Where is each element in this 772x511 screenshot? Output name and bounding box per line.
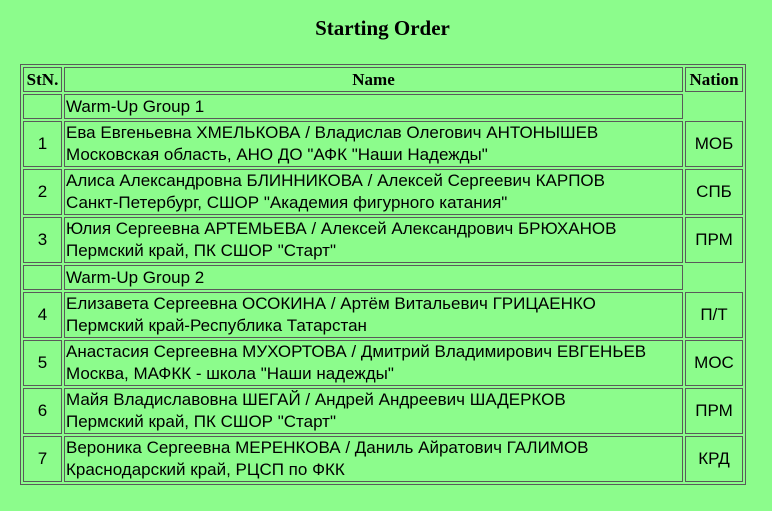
group-nation-cell [685,265,743,290]
name-cell [64,292,683,338]
club-name: Пермский край-Республика Татарстан [66,316,367,335]
warmup-group-row [23,94,743,119]
club-name: Пермский край, ПК СШОР "Старт" [66,412,337,431]
warmup-group-label: Warm-Up Group 1 [64,94,683,119]
group-nation-cell [685,94,743,119]
name-cell [64,217,683,263]
table-row [23,340,743,386]
column-header-name: Name [64,67,683,92]
table-row [23,217,743,263]
nation-code: ПРМ [685,217,743,263]
page-title: Starting Order [315,16,450,40]
group-stn-cell [23,265,62,290]
nation-code: П/Т [685,292,743,338]
starting-number: 1 [23,121,62,167]
skater-names: Елизавета Сергеевна ОСОКИНА / Артём Витальевич ГРИЦАЕНКО [66,294,596,313]
starting-number: 4 [23,292,62,338]
skater-names: Алиса Александровна БЛИННИКОВА / Алексей Сергеевич КАРПОВ [66,171,605,190]
name-cell [64,436,683,482]
table-row [23,388,743,434]
name-cell [64,388,683,434]
nation-code: ПРМ [685,388,743,434]
skater-names: Майя Владиславовна ШЕГАЙ / Андрей Андреевич ШАДЕРКОВ [66,390,566,409]
name-cell [64,121,683,167]
starting-number: 2 [23,169,62,215]
club-name: Московская область, АНО ДО "АФК "Наши Надежды" [66,145,488,164]
nation-code: КРД [685,436,743,482]
nation-code: СПБ [685,169,743,215]
warmup-group-row [23,265,743,290]
starting-number: 3 [23,217,62,263]
warmup-group-label: Warm-Up Group 2 [64,265,683,290]
table-row [23,436,743,482]
nation-code: МОС [685,340,743,386]
starting-number: 6 [23,388,62,434]
table-row [23,169,743,215]
skater-names: Юлия Сергеевна АРТЕМЬЕВА / Алексей Александрович БРЮХАНОВ [66,219,617,238]
column-header-stn: StN. [23,67,62,92]
column-header-nation: Nation [685,67,743,92]
starting-number: 5 [23,340,62,386]
starting-order-table [20,64,746,485]
name-cell [64,340,683,386]
club-name: Москва, МАФКК - школа "Наши надежды" [66,364,394,383]
club-name: Пермский край, ПК СШОР "Старт" [66,241,337,260]
table-row [23,292,743,338]
skater-names: Ева Евгеньевна ХМЕЛЬКОВА / Владислав Олегович АНТОНЫШЕВ [66,123,599,142]
group-stn-cell [23,94,62,119]
skater-names: Вероника Сергеевна МЕРЕНКОВА / Даниль Айратович ГАЛИМОВ [66,438,589,457]
skater-names: Анастасия Сергеевна МУХОРТОВА / Дмитрий Владимирович ЕВГЕНЬЕВ [66,342,647,361]
table-row [23,121,743,167]
table-header-row [23,67,743,92]
nation-code: МОБ [685,121,743,167]
club-name: Краснодарский край, РЦСП по ФКК [66,460,345,479]
name-cell [64,169,683,215]
starting-number: 7 [23,436,62,482]
club-name: Санкт-Петербург, СШОР "Академия фигурного катания" [66,193,508,212]
